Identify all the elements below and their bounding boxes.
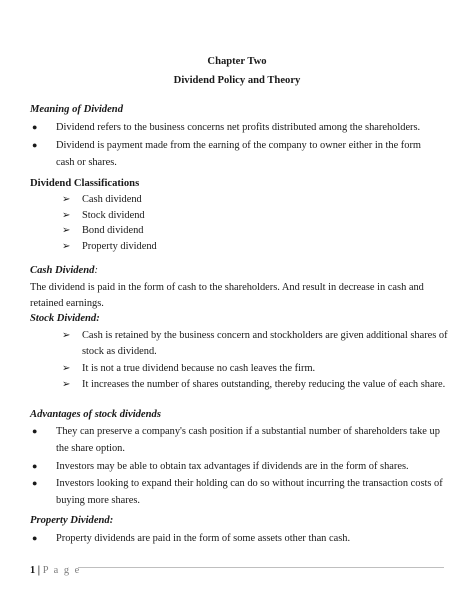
classifications-heading: Dividend Classifications: [30, 178, 140, 189]
page-number: 1: [30, 565, 36, 576]
classification-item: Bond dividend: [82, 225, 144, 236]
cash-text-line-1: The dividend is paid in the form of cash to the shareholders. And result in decrease in cash and: [30, 282, 424, 293]
stock-item-1-line-2: stock as dividend.: [82, 346, 157, 357]
meaning-bullet-2-line-2: cash or shares.: [56, 157, 117, 168]
classification-item: Cash dividend: [82, 194, 142, 205]
advantages-bullet-3-line-1: Investors looking to expand their holding can do so without incurring the transaction costs of: [56, 478, 443, 489]
footer-rule: [78, 567, 444, 568]
arrow-bullet-icon: ➢: [62, 330, 71, 341]
arrow-bullet-icon: ➢: [62, 379, 71, 390]
classification-item: Property dividend: [82, 241, 157, 252]
page-title: Dividend Policy and Theory: [173, 75, 301, 86]
stock-heading: Stock Dividend:: [30, 313, 100, 324]
cash-heading-line: [30, 265, 98, 276]
cash-heading-colon: :: [94, 265, 98, 276]
property-heading: Property Dividend:: [30, 515, 114, 526]
stock-item-1-line-1: Cash is retained by the business concern and stockholders are given additional shares of: [82, 330, 448, 341]
arrow-bullet-icon: ➢: [62, 225, 71, 236]
footer-separator: |: [35, 565, 43, 576]
advantages-bullet-3-line-2: buying more shares.: [56, 495, 140, 506]
stock-item-2: It is not a true dividend because no cash leaves the firm.: [82, 363, 316, 374]
advantages-bullet-1-line-1: They can preserve a company's cash position if a substantial number of shareholders take up: [56, 426, 440, 437]
chapter-label: Chapter Two: [207, 56, 267, 67]
classification-item: Stock dividend: [82, 210, 145, 221]
stock-item-3: It increases the number of shares outstanding, thereby reducing the value of each share.: [82, 379, 446, 390]
bullet-icon: ●: [32, 478, 38, 488]
cash-heading: Cash Dividend: [30, 265, 95, 276]
bullet-icon: ●: [32, 533, 38, 543]
page-word: P a g e: [42, 565, 81, 576]
bullet-icon: ●: [32, 461, 38, 471]
property-bullet-1: Property dividends are paid in the form of some assets other than cash.: [56, 533, 351, 544]
advantages-bullet-1-line-2: the share option.: [56, 443, 125, 454]
arrow-bullet-icon: ➢: [62, 241, 71, 252]
cash-text-line-2: retained earnings.: [30, 298, 104, 309]
bullet-icon: ●: [32, 122, 38, 132]
advantages-heading: Advantages of stock dividends: [30, 409, 161, 420]
meaning-heading: Meaning of Dividend: [30, 104, 123, 115]
meaning-bullet-2-line-1: Dividend is payment made from the earning of the company to owner either in the form: [56, 140, 422, 151]
arrow-bullet-icon: ➢: [62, 210, 71, 221]
arrow-bullet-icon: ➢: [62, 194, 71, 205]
advantages-bullet-2: Investors may be able to obtain tax advantages if dividends are in the form of shares.: [56, 461, 409, 472]
bullet-icon: ●: [32, 140, 38, 150]
meaning-bullet-1: Dividend refers to the business concerns net profits distributed among the shareholders.: [56, 122, 421, 133]
arrow-bullet-icon: ➢: [62, 363, 71, 374]
bullet-icon: ●: [32, 426, 38, 436]
page-footer: [30, 565, 81, 576]
